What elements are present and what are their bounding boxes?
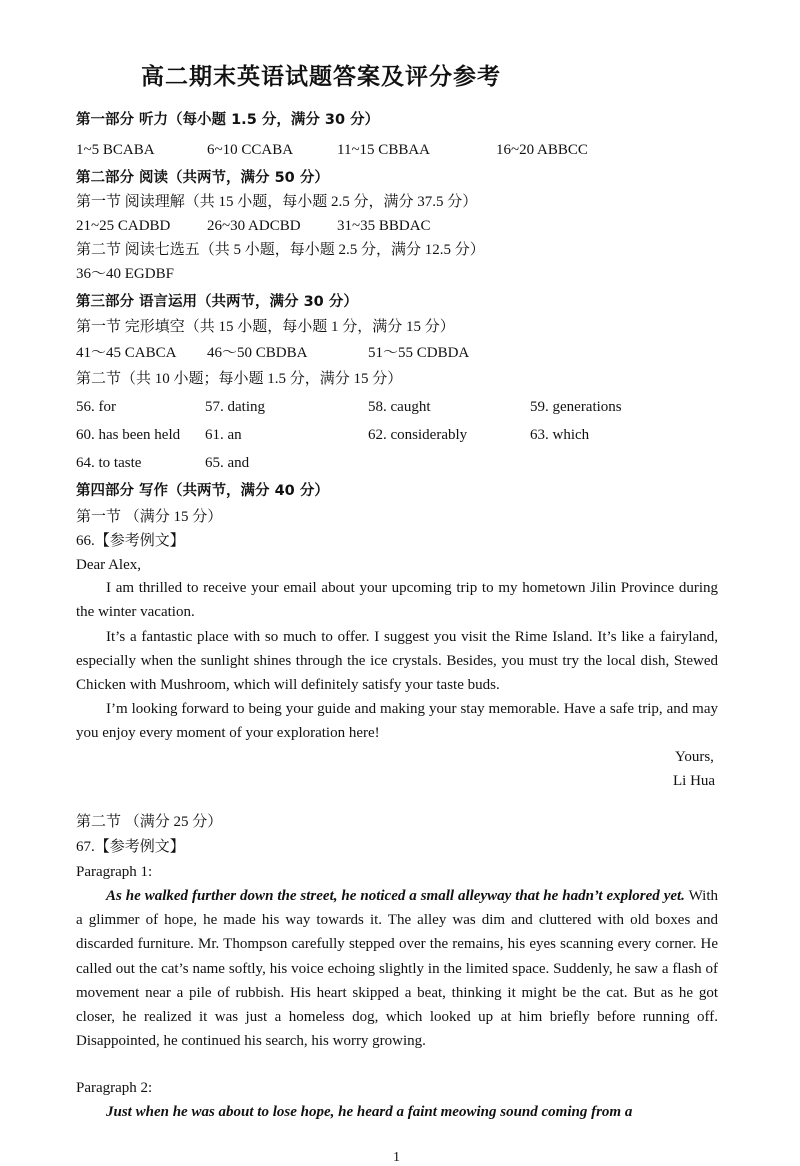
letter-signature: Li Hua	[673, 773, 716, 789]
letter-paragraph: I’m looking forward to being your guide and making your stay memorable. Have a safe trip, and may you enjoy every moment of your exploration here!	[76, 701, 718, 742]
grammar-answer: 64. to taste	[76, 455, 142, 471]
part3-sec2-heading: 第二节（共 10 小题；每小题 1.5 分，满分 15 分）	[76, 371, 403, 387]
answer-group: 6~10 CCABA	[207, 142, 294, 158]
grammar-answer: 65. and	[205, 455, 250, 471]
letter-closing: Yours,	[675, 749, 714, 765]
story-paragraph-1	[76, 884, 718, 1053]
letter-paragraph: I am thrilled to receive your email about your upcoming trip to my hometown Jilin Province during the winter vacation.	[76, 580, 718, 621]
answer-group: 1~5 BCABA	[76, 142, 155, 158]
part4-sec2-heading: 第二节 （满分 25 分）	[76, 814, 223, 830]
part4-sec1-heading: 第一节 （满分 15 分）	[76, 509, 223, 525]
answer-group: 21~25 CADBD	[76, 218, 171, 234]
answer-group: 31~35 BBDAC	[337, 218, 431, 234]
paragraph2-lead-sentence: Just when he was about to lose hope, he heard a faint meowing sound coming from a	[106, 1104, 633, 1120]
page-number: 1	[393, 1150, 400, 1165]
grammar-answer: 58. caught	[368, 399, 431, 415]
answer-group: 11~15 CBBAA	[337, 142, 430, 158]
answer-group: 51～55 CDBDA	[368, 345, 470, 361]
part3-sec1-heading: 第一节 完形填空（共 15 小题，每小题 1 分，满分 15 分）	[76, 319, 455, 335]
grammar-answer: 63. which	[530, 427, 590, 443]
part1-heading: 第一部分 听力（每小题 1.5 分，满分 30 分）	[76, 112, 380, 128]
grammar-answer: 59. generations	[530, 399, 622, 415]
paragraph1-lead-sentence: As he walked further down the street, he noticed a small alleyway that he hadn’t explored yet.	[106, 888, 685, 904]
part2-sec2-heading: 第二节 阅读七选五（共 5 小题，每小题 2.5 分，满分 12.5 分）	[76, 242, 485, 258]
answer-group: 36～40 EGDBF	[76, 266, 174, 282]
q66-label: 66.【参考例文】	[76, 533, 185, 549]
grammar-answer: 57. dating	[205, 399, 265, 415]
grammar-answer: 56. for	[76, 399, 116, 415]
grammar-answer: 61. an	[205, 427, 242, 443]
paragraph1-label: Paragraph 1:	[76, 864, 153, 880]
story-paragraph-2	[76, 1100, 718, 1124]
salutation: Dear Alex,	[76, 557, 141, 573]
part2-heading: 第二部分 阅读（共两节，满分 50 分）	[76, 170, 329, 186]
grammar-answer: 62. considerably	[368, 427, 468, 443]
part4-heading: 第四部分 写作（共两节，满分 40 分）	[76, 483, 329, 499]
answer-group: 16~20 ABBCC	[496, 142, 588, 158]
paragraph1-body: With a glimmer of hope, he made his way towards it. The alley was dim and cluttered with old boxes and discarded furniture. Mr. Thompson carefully stepped over the remains, his eyes scanning every corner. He called out the cat’s name softly, his voice echoing slightly in the limited space. Suddenly, he saw a flash of movement near a pile of rubbish. His heart skipped a beat, thinking it might be the cat. But as he got closer, he realized it was just a homeless dog, which looked up at him briefly before running off. Disappointed, he continued his search, his worry growing.	[76, 888, 718, 1050]
q67-label: 67.【参考例文】	[76, 839, 185, 855]
paragraph2-label: Paragraph 2:	[76, 1080, 153, 1096]
part3-heading: 第三部分 语言运用（共两节，满分 30 分）	[76, 294, 358, 310]
grammar-answer: 60. has been held	[76, 427, 181, 443]
answer-group: 26~30 ADCBD	[207, 218, 301, 234]
answer-group: 46～50 CBDBA	[207, 345, 308, 361]
page-title: 高二期末英语试题答案及评分参考	[141, 64, 501, 90]
part2-sec1-heading: 第一节 阅读理解（共 15 小题，每小题 2.5 分，满分 37.5 分）	[76, 194, 478, 210]
letter-paragraph: It’s a fantastic place with so much to offer. I suggest you visit the Rime Island. It’s like a fairyland, especially when the sunlight shines through the ice crystals. Besides, you must try the local dish, Stewed Chicken with Mushroom, which will definitely satisfy your taste buds.	[76, 629, 718, 694]
answer-group: 41～45 CABCA	[76, 345, 177, 361]
